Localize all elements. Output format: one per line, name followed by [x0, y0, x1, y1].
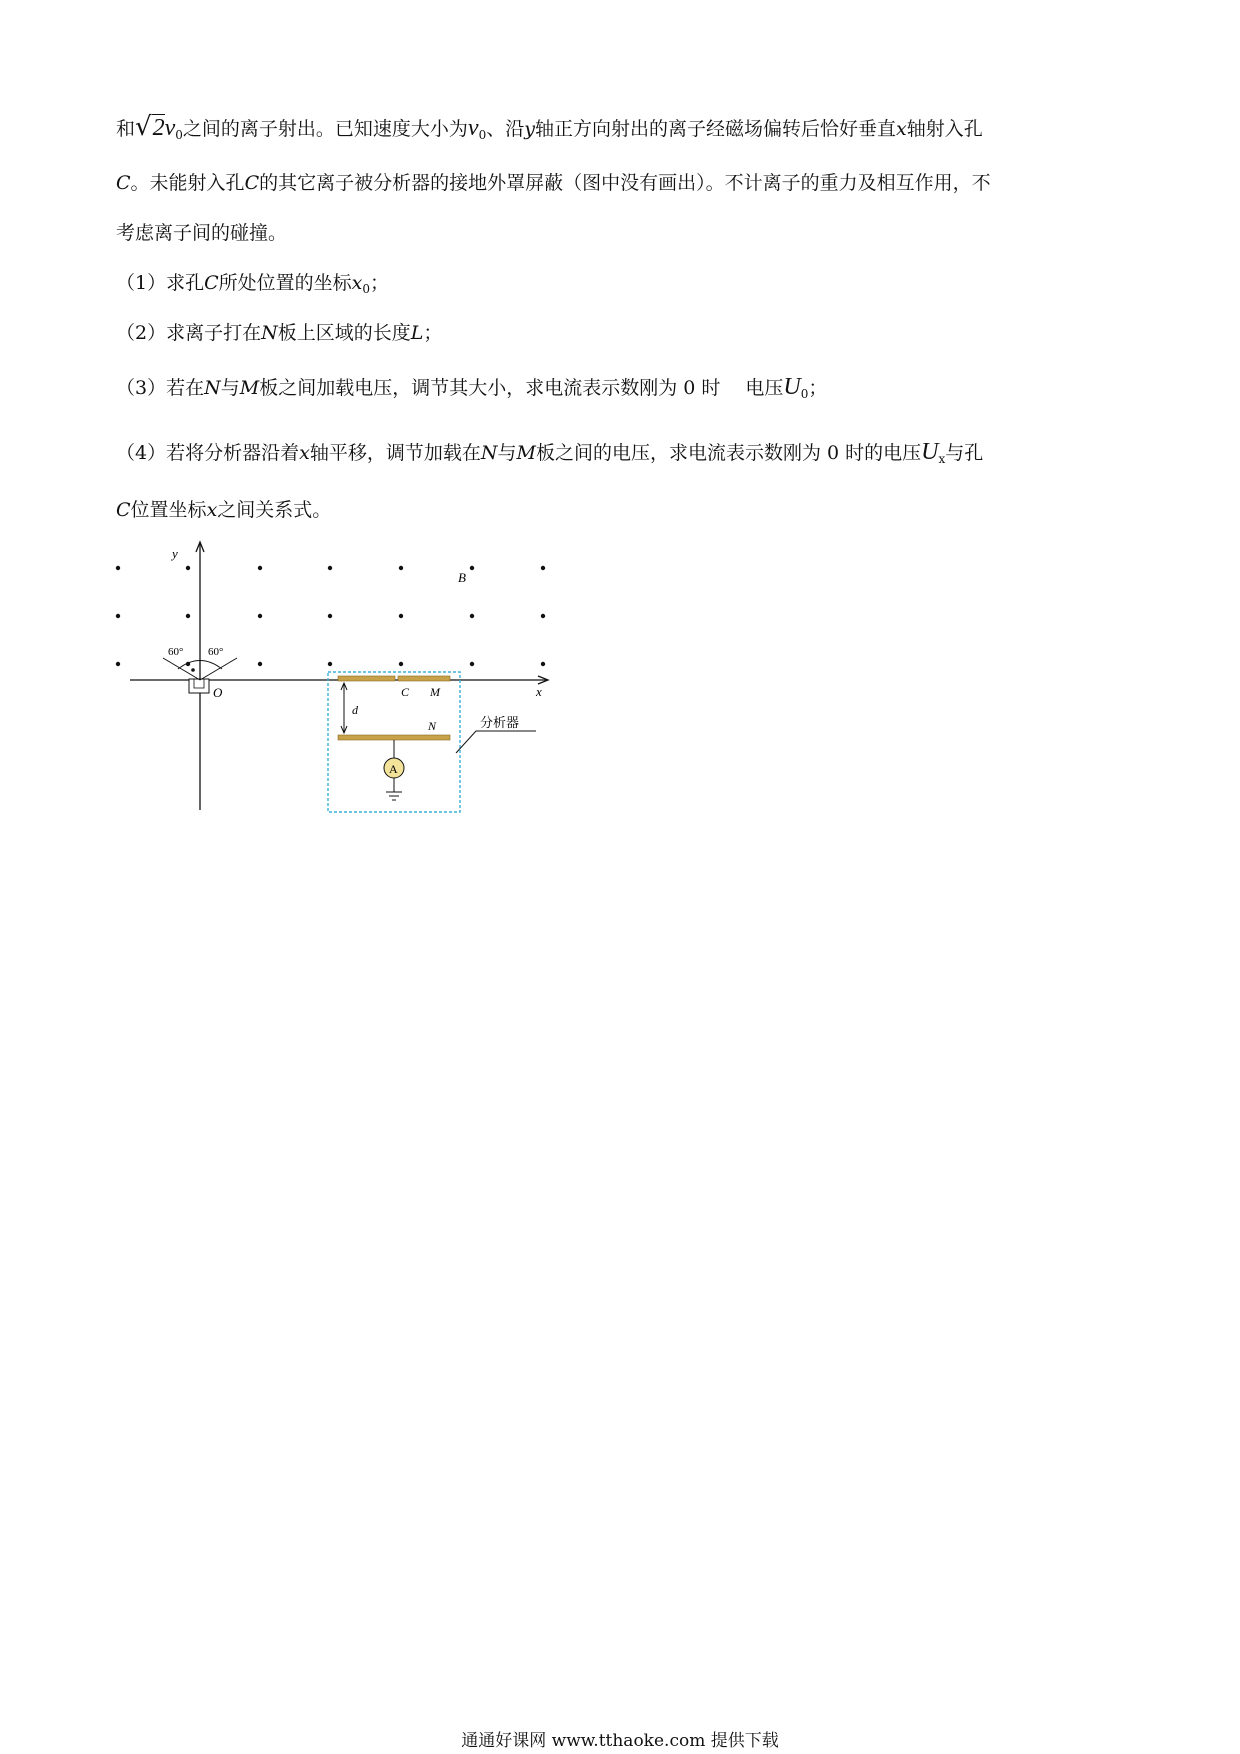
distance-label: d: [352, 703, 358, 717]
variable: x: [206, 499, 218, 521]
hole-c-label: C: [401, 685, 410, 699]
y-axis: [196, 542, 204, 810]
variable: N: [204, 377, 221, 399]
variable: x: [351, 272, 363, 294]
text-segment: （1）求孔: [116, 272, 205, 294]
question-4: [116, 439, 983, 472]
text-line-3: 考虑离子间的碰撞。: [116, 222, 288, 244]
sqrt-radicand: 2: [152, 115, 165, 141]
text-segment: 轴平移，调节加载在: [309, 442, 481, 464]
variable: C: [204, 272, 219, 294]
angle-label-left: 60°: [168, 646, 184, 658]
text-segment: 板之间加载电压，调节其大小，求电流表示数刚为 0 时 电压: [259, 377, 784, 399]
variable: M: [516, 442, 536, 464]
field-label: B: [458, 570, 466, 585]
variable: C: [116, 499, 131, 521]
text-segment: 、沿: [486, 118, 525, 140]
distance-arrow: [341, 683, 347, 733]
velocity-symbol: v: [467, 115, 479, 141]
ammeter-label: A: [389, 762, 398, 776]
variable: C: [116, 172, 131, 194]
variable: y: [524, 118, 535, 140]
analyzer-callout-line: [456, 731, 536, 753]
angle-label-right: 60°: [208, 646, 224, 658]
subscript: 0: [175, 128, 183, 142]
text-segment: 板上区域的长度: [277, 322, 411, 344]
plate-n: [338, 735, 450, 740]
subscript: x: [938, 452, 946, 466]
question-4-line-2: [116, 497, 331, 523]
text-segment: 板之间的电压，求电流表示数刚为 0 时的电压: [535, 442, 922, 464]
text-line-2: [116, 170, 991, 196]
text-segment: 之间的离子射出。已知速度大小为: [182, 118, 468, 140]
velocity-symbol: v: [164, 115, 176, 141]
plate-m-left: [338, 676, 395, 681]
text-segment: （2）求离子打在: [116, 322, 262, 344]
text-segment: （3）若在: [116, 377, 205, 399]
variable: N: [261, 322, 278, 344]
text-segment: 轴射入孔: [906, 118, 983, 140]
subscript: 0: [362, 282, 371, 296]
subscript: 0: [800, 387, 809, 401]
plate-m-right: [398, 676, 450, 681]
ground-icon: [386, 778, 402, 800]
text-segment: 的其它离子被分析器的接地外罩屏蔽（图中没有画出）。不计离子的重力及相互作用，不: [259, 172, 991, 194]
question-2: [116, 320, 442, 346]
variable: N: [480, 442, 498, 464]
text-segment: 轴正方向射出的离子经磁场偏转后恰好垂直: [534, 118, 896, 140]
physics-diagram: [108, 538, 558, 818]
text-segment: （4）若将分析器沿着: [116, 442, 300, 464]
sqrt-symbol: √2: [135, 112, 165, 142]
voltage-symbol: U: [783, 374, 801, 400]
plate-n-label: N: [428, 719, 437, 733]
text-segment: 所处位置的坐标: [218, 272, 352, 294]
text-segment: ；: [423, 322, 443, 344]
question-3: [116, 374, 827, 407]
text-segment: 。未能射入孔: [130, 172, 245, 194]
question-1: [116, 270, 389, 302]
origin-label: O: [213, 685, 223, 700]
text-segment: ；: [808, 377, 828, 399]
variable: L: [410, 322, 424, 344]
analyzer-label: 分析器: [480, 715, 520, 730]
text-segment: 之间关系式。: [217, 499, 332, 521]
subscript: 0: [478, 128, 487, 142]
text-line-1: [116, 114, 983, 148]
x-axis-label: x: [536, 684, 542, 699]
variable: x: [895, 118, 907, 140]
variable: x: [299, 442, 310, 464]
text-segment: 与孔: [945, 442, 984, 464]
text-segment: 位置坐标: [130, 499, 207, 521]
footer-text: 通通好课网 www.tthaoke.com 提供下载: [461, 1731, 779, 1751]
text-segment: ；: [370, 272, 390, 294]
variable: M: [239, 377, 260, 399]
variable: C: [244, 172, 260, 194]
text-segment: 与: [497, 442, 517, 464]
text-segment: 和: [116, 118, 136, 140]
text-segment: 与: [220, 377, 240, 399]
y-axis-label: y: [172, 546, 178, 561]
plate-m-label: M: [430, 685, 440, 699]
voltage-symbol: U: [921, 439, 939, 465]
